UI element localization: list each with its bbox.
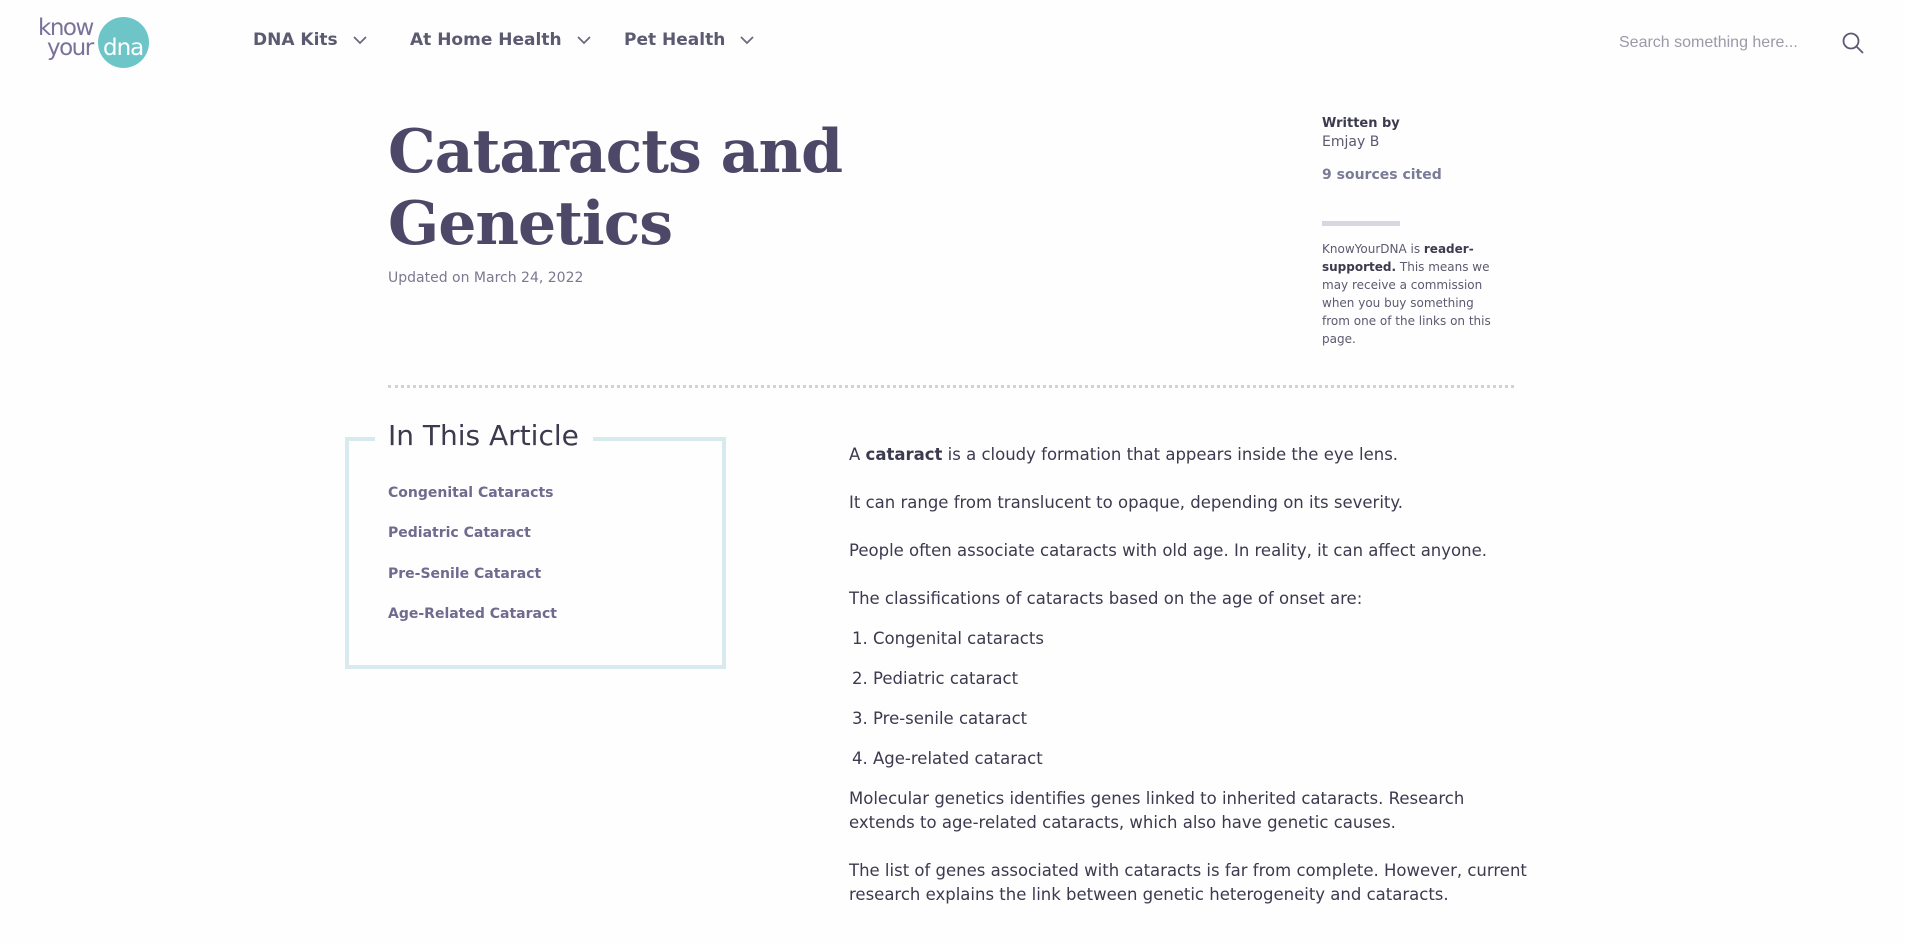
- title-line-1: Cataracts and: [388, 117, 843, 187]
- paragraph: [849, 443, 1529, 467]
- logo-text-dna: dna: [103, 35, 144, 61]
- disclaimer-text-post: This means we may receive a commission when you buy something from one of the links on this page.: [1322, 260, 1491, 346]
- nav-label: At Home Health: [410, 30, 562, 50]
- updated-date: Updated on March 24, 2022: [388, 270, 584, 286]
- paragraph: Molecular genetics identifies genes linked to inherited cataracts. Research extends to age-related cataracts, which also have genetic causes.: [849, 789, 1465, 832]
- article-body: [849, 443, 1529, 931]
- nav-label: DNA Kits: [253, 30, 338, 50]
- chevron-down-icon: [352, 35, 368, 45]
- disclaimer-text-bold: reader-supported.: [1322, 242, 1474, 274]
- site-header: [0, 0, 1905, 86]
- article-meta: [1322, 116, 1512, 348]
- nav-dna-kits[interactable]: [253, 30, 368, 50]
- toc-title: In This Article: [375, 418, 593, 454]
- affiliate-disclaimer: [1322, 240, 1502, 348]
- search-icon[interactable]: [1841, 31, 1865, 55]
- paragraph: People often associate cataracts with old age. In reality, it can affect anyone.: [849, 541, 1487, 560]
- meta-divider: [1322, 221, 1400, 226]
- dotted-divider: [388, 385, 1514, 388]
- paragraph: The list of genes associated with cataracts is far from complete. However, current research explains the link between genetic heterogeneity and cataracts.: [849, 861, 1527, 904]
- written-by-label: Written by: [1322, 116, 1400, 131]
- toc-link-age-related[interactable]: Age-Related Cataract: [388, 606, 557, 622]
- list-item: 2. Pediatric cataract: [873, 667, 1529, 691]
- table-of-contents: [345, 437, 726, 669]
- sources-cited-link[interactable]: 9 sources cited: [1322, 167, 1442, 183]
- term-cataract: cataract: [865, 445, 943, 464]
- list-item: 3. Pre-senile cataract: [873, 707, 1529, 731]
- title-line-2: Genetics: [388, 189, 673, 259]
- toc-link-pre-senile[interactable]: Pre-Senile Cataract: [388, 566, 542, 582]
- site-logo[interactable]: [38, 16, 150, 70]
- page-title: [388, 116, 908, 260]
- search-box: [1617, 24, 1869, 62]
- toc-link-congenital[interactable]: Congenital Cataracts: [388, 485, 554, 501]
- text: A: [849, 445, 866, 464]
- text: is a cloudy formation that appears inside the eye lens.: [942, 445, 1399, 464]
- logo-text-your: your: [47, 35, 93, 61]
- paragraph: The classifications of cataracts based on the age of onset are:: [849, 589, 1363, 608]
- search-input[interactable]: [1617, 31, 1831, 55]
- nav-pet-health[interactable]: [624, 30, 755, 50]
- author-name: Emjay B: [1322, 134, 1380, 150]
- list-item: 4. Age-related cataract: [873, 747, 1529, 771]
- classification-list: [849, 627, 1529, 771]
- logo-text-know: know: [38, 15, 93, 41]
- chevron-down-icon: [576, 35, 592, 45]
- chevron-down-icon: [739, 35, 755, 45]
- toc-link-pediatric[interactable]: Pediatric Cataract: [388, 525, 531, 541]
- paragraph: It can range from translucent to opaque, depending on its severity.: [849, 493, 1404, 512]
- disclaimer-text-pre: KnowYourDNA is: [1322, 242, 1424, 256]
- list-item: 1. Congenital cataracts: [873, 627, 1529, 651]
- nav-label: Pet Health: [624, 30, 726, 50]
- nav-at-home-health[interactable]: [410, 30, 592, 50]
